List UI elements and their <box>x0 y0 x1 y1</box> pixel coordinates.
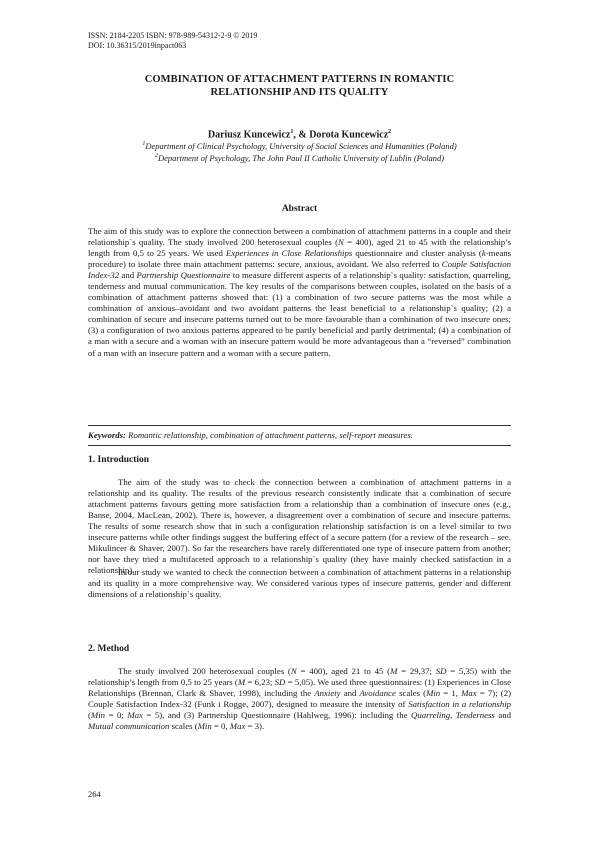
keywords <box>88 430 511 441</box>
header-issn: ISSN: 2184-2205 ISBN: 978-989-54312-2-9 © 2019 <box>88 31 258 40</box>
method-paragraph: The study involved 200 heterosexual couples (N = 400), aged 21 to 45 (M = 29,37; SD = 5,35) with the relationship’s length from 0,5 to 25 years (M = 6,23; SD = 5,05). We used three questionnaires: (1) Experiences in Close Relationships (Brennan, Clark & Shaver, 1998), including the Anxiety and Avoidance scales (Min = 1, Max = 7); (2) Couple Satisfaction Index-32 (Funk i Rogge, 2007), designed to measure the intensity of Satisfaction in a relationship (Min = 0; Max = 5), and (3) Partnership Questionnaire (Hahlweg, 1996): including the Quarreling, Tenderness and Mutual communication scales (Min = 0, Max = 3). <box>88 666 512 732</box>
page-number: 264 <box>88 789 101 799</box>
divider-bottom <box>88 445 511 446</box>
keywords-label: Keywords: <box>88 430 126 440</box>
abstract-heading: Abstract <box>281 204 318 214</box>
paper-title <box>88 73 511 99</box>
affiliation-1-text: Department of Clinical Psychology, University of Social Sciences and Humanities (Poland) <box>145 140 457 151</box>
title-line-2: RELATIONSHIP AND ITS QUALITY <box>210 87 389 98</box>
affiliation-2-num: 2 <box>154 153 158 159</box>
author-2: Dorota Kuncewicz <box>309 129 389 141</box>
affiliation-1-num: 1 <box>142 141 146 147</box>
section-heading-method: 2. Method <box>88 644 130 654</box>
affiliation-2-text: Department of Psychology, The John Paul II Catholic University of Lublin (Poland) <box>157 152 445 163</box>
affiliation-2 <box>88 151 511 164</box>
divider-top <box>88 425 511 426</box>
author-1-sup: 1 <box>290 129 294 135</box>
section-heading-introduction: 1. Introduction <box>88 455 150 465</box>
abstract-text: The aim of this study was to explore the connection between a combination of attachment patterns in a couple and their relationship`s quality. The study involved 200 heterosexual couples (N = 400), aged 21 to 45 with the relationship’s length from 0,5 to 25 years. We used Experiences in Close Relationships questionnaire and cluster analysis (k-means procedure) to isolate three main attachment patterns: secure, anxious, avoidant. We also referred to Couple Satisfaction Index-32 and Partnership Questionnaire to measure different aspects of a relationship`s quality: satisfaction, quarreling, tenderness and mutual communication. The key results of the comparisons between couples, isolated on the basis of a combination of attachment patterns showed that: (1) a combination of two secure patterns was the most while a combination of anxious–avoidant and two avoidant patterns the least beneficial to a relationship`s quality; (2) a combination of secure and insecure patterns turned out to be more favourable than a combination of two insecure ones; (3) a configuration of two anxious patterns appeared to be partly beneficial and partly detrimental; (4) a combination of a man with a secure and a woman with an insecure pattern would be more advantageous than a “reversed” combination of a man with an insecure pattern and a woman with a secure pattern. <box>88 226 511 358</box>
intro-paragraph-2: In our study we wanted to check the connection between a combination of attachment patterns in a relationship and its quality in a more comprehensive way. We considered various types of insecure patterns, gender and different dimensions of a relationship`s quality. <box>88 567 511 600</box>
affiliation-1 <box>88 139 511 152</box>
intro-paragraph-1: The aim of the study was to check the connection between a combination of attachment patterns in a relationship and its quality. The results of the previous research consistently indicate that a combination of secure attachment patterns favours getting more satisfaction from a relationship than a combination of insecure ones (e.g., Banse, 2004, MacLean, 2002). There is, however, a disagreement over a combination of secure and insecure patterns. The results of some research show that in such a configuration relationship satisfaction is on a level similar to two insecure patterns while other findings suggest the buffering effect of a secure pattern (for a review of the research – see. Mikulincer & Shaver, 2007). So far the researchers have rarely differentiated one type of insecure pattern from another; nor have they tried a multifaceted approach to a relationship`s quality (they have mainly checked satisfaction in a relationship). <box>88 477 511 576</box>
title-line-1: COMBINATION OF ATTACHMENT PATTERNS IN ROMANTIC <box>144 74 455 85</box>
header-doi: DOI: 10.36315/2019inpact063 <box>88 41 187 50</box>
keywords-text: Romantic relationship, combination of attachment patterns, self-report measures. <box>128 430 413 440</box>
author-separator: , & <box>293 129 310 141</box>
author-1: Dariusz Kuncewicz <box>207 129 291 141</box>
author-2-sup: 2 <box>388 129 392 135</box>
